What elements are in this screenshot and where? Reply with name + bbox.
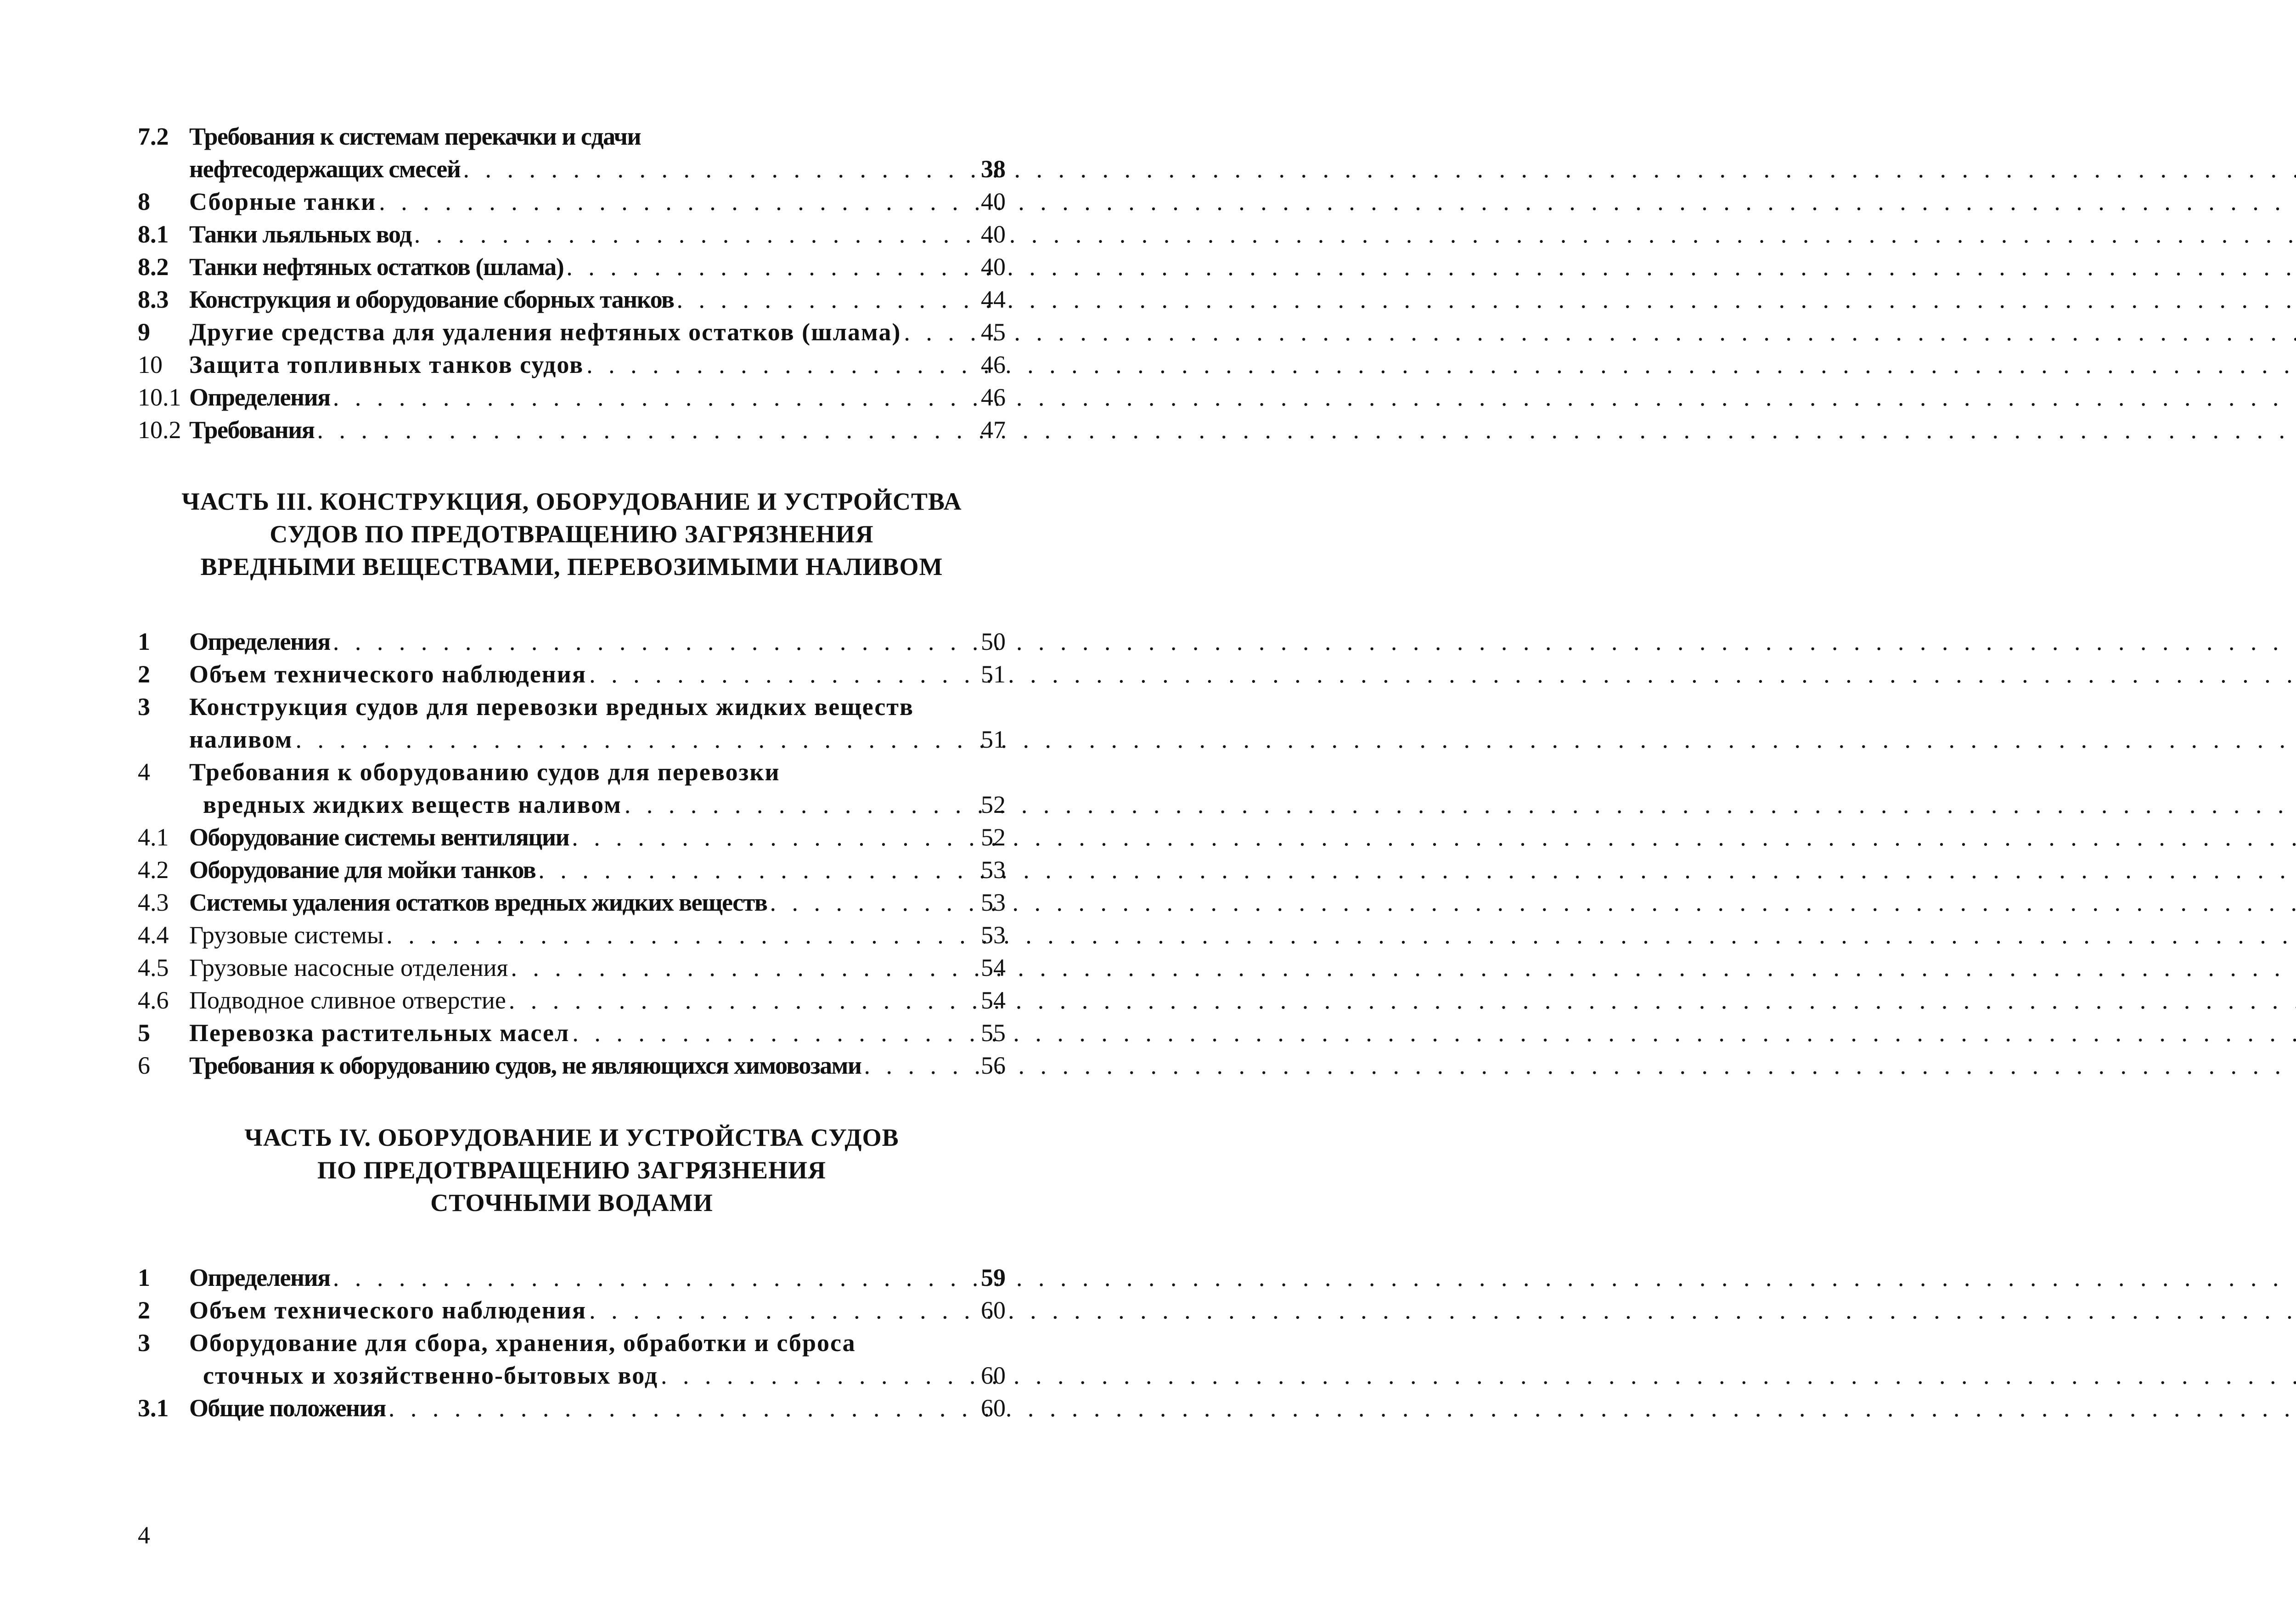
dot-leader: [330, 1262, 969, 1294]
toc-entry-page: 51: [981, 726, 1006, 753]
toc-entry-title: Перевозка растительных масел: [189, 1019, 570, 1047]
dot-leader: [674, 283, 969, 316]
dot-leader: [586, 658, 969, 691]
toc-entry[interactable]: [138, 821, 1006, 854]
toc-entry[interactable]: [138, 120, 1006, 153]
toc-entry-page: 60: [981, 1362, 1006, 1389]
toc-entry-page: 40: [981, 188, 1006, 215]
toc-entry-title: Объем технического наблюдения: [189, 1296, 587, 1324]
toc-entry[interactable]: [138, 854, 1006, 886]
dot-leader: [569, 1017, 969, 1049]
dot-leader: [386, 1392, 969, 1425]
toc-entry-title: Требования к оборудованию судов, не являющихся химовозами: [189, 1052, 861, 1079]
part3-heading-line: ВРЕДНЫМИ ВЕЩЕСТВАМИ, ПЕРЕВОЗИМЫМИ НАЛИВОМ: [200, 553, 943, 580]
toc-entry[interactable]: [138, 658, 1006, 691]
toc-entry[interactable]: [138, 316, 1006, 349]
toc-entry-number: 9: [138, 318, 150, 346]
toc-entry[interactable]: [138, 919, 1006, 952]
toc-entry-title: Другие средства для удаления нефтяных остатков (шлама): [189, 318, 901, 346]
toc-entry[interactable]: [138, 952, 1006, 984]
toc-entry-page: 56: [981, 1052, 1006, 1079]
toc-entry-title: Оборудование для сбора, хранения, обработки и сброса: [189, 1329, 856, 1357]
toc-entry[interactable]: [138, 1262, 1006, 1294]
toc-entry-number: 8.3: [138, 286, 169, 313]
toc-entry[interactable]: [138, 886, 1006, 919]
toc-entry-number: 3: [138, 1329, 150, 1357]
toc-entry[interactable]: [138, 349, 1006, 381]
toc-entry-number: 4.2: [138, 856, 169, 884]
toc-entry-number: 4.5: [138, 954, 169, 981]
toc-entry-number: 5: [138, 1019, 150, 1047]
toc-entry[interactable]: [138, 153, 1006, 186]
toc-entry[interactable]: [138, 1294, 1006, 1327]
toc-entry[interactable]: [138, 691, 1006, 723]
toc-entry[interactable]: [138, 1327, 1006, 1359]
toc-entry[interactable]: [138, 723, 1006, 756]
dot-leader: [535, 854, 969, 886]
toc-entry-title: нефтесодержащих смесей: [189, 155, 461, 183]
toc-entry-number: 2: [138, 1296, 150, 1324]
toc-entry-page: 46: [981, 351, 1006, 378]
toc-entry-number: 4.3: [138, 889, 169, 916]
toc-entry-page: 60: [981, 1394, 1006, 1422]
part3-heading: [138, 485, 1006, 583]
toc-entry[interactable]: [138, 251, 1006, 283]
page-number: 4: [138, 1521, 150, 1549]
toc-entry[interactable]: [138, 1049, 1006, 1082]
part4-heading-line: СТОЧНЫМИ ВОДАМИ: [430, 1189, 713, 1217]
toc-entry-number: 6: [138, 1052, 150, 1079]
toc-entry[interactable]: [138, 1017, 1006, 1049]
toc-entry-title: наливом: [189, 726, 293, 753]
toc-entry[interactable]: [138, 186, 1006, 218]
part3-heading-line: ЧАСТЬ III. КОНСТРУКЦИЯ, ОБОРУДОВАНИЕ И УСТРОЙСТВА: [181, 488, 962, 515]
dot-leader: [330, 625, 969, 658]
toc-entry-number: 3: [138, 693, 150, 721]
toc-section-part2-tail: [138, 120, 1006, 446]
toc-entry-page: 60: [981, 1296, 1006, 1324]
toc-entry[interactable]: [138, 756, 1006, 789]
toc-entry-title: Требования: [189, 416, 315, 444]
dot-leader: [508, 952, 969, 984]
toc-entry-title: Системы удаления остатков вредных жидких веществ: [189, 889, 767, 916]
toc-entry-title: Сборные танки: [189, 188, 377, 215]
toc-entry-number: 1: [138, 628, 150, 655]
dot-leader: [658, 1359, 969, 1392]
dot-leader: [330, 381, 969, 414]
toc-entry-page: 47: [981, 416, 1006, 444]
dot-leader: [293, 723, 969, 756]
toc-entry[interactable]: [138, 381, 1006, 414]
toc-entry-title: Требования к оборудованию судов для перевозки: [189, 758, 780, 786]
toc-entry-title: Оборудование системы вентиляции: [189, 823, 569, 851]
toc-entry-title: Объем технического наблюдения: [189, 660, 587, 688]
toc-entry-title: Требования к системам перекачки и сдачи: [189, 123, 641, 150]
toc-section-part4: [138, 1262, 1006, 1425]
toc-entry[interactable]: [138, 1359, 1006, 1392]
toc-entry-number: 1: [138, 1264, 150, 1291]
dot-leader: [563, 251, 969, 283]
toc-entry-title: Танки нефтяных остатков (шлама): [189, 253, 564, 281]
toc-entry-page: 46: [981, 383, 1006, 411]
toc-entry[interactable]: [138, 984, 1006, 1017]
toc-entry-number: 8.2: [138, 253, 169, 281]
toc-page: [138, 120, 1006, 1425]
toc-entry[interactable]: [138, 283, 1006, 316]
dot-leader: [383, 919, 969, 952]
toc-entry-page: 40: [981, 220, 1006, 248]
toc-entry-title: Общие положения: [189, 1394, 386, 1422]
dot-leader: [586, 1294, 969, 1327]
toc-entry-page: 53: [981, 856, 1006, 884]
toc-entry-title: вредных жидких веществ наливом: [203, 791, 622, 818]
dot-leader: [767, 886, 969, 919]
toc-entry-number: 10: [138, 351, 163, 378]
toc-entry-title: Конструкция и оборудование сборных танков: [189, 286, 674, 313]
part4-heading: [138, 1121, 1006, 1219]
toc-entry-number: 7.2: [138, 123, 169, 150]
part4-heading-line: ЧАСТЬ IV. ОБОРУДОВАНИЕ И УСТРОЙСТВА СУДОВ: [244, 1124, 899, 1151]
toc-entry-title: Грузовые системы: [189, 921, 384, 949]
part4-heading-line: ПО ПРЕДОТВРАЩЕНИЮ ЗАГРЯЗНЕНИЯ: [317, 1156, 827, 1184]
toc-entry-page: 59: [981, 1264, 1006, 1291]
toc-entry-title: Танки льяльных вод: [189, 220, 411, 248]
toc-entry-number: 4.4: [138, 921, 169, 949]
toc-entry-title: сточных и хозяйственно-бытовых вод: [203, 1362, 658, 1389]
toc-entry-title: Подводное сливное отверстие: [189, 986, 506, 1014]
toc-entry-page: 45: [981, 318, 1006, 346]
toc-entry-page: 44: [981, 286, 1006, 313]
toc-entry-page: 53: [981, 889, 1006, 916]
toc-entry[interactable]: [138, 218, 1006, 251]
dot-leader: [506, 984, 969, 1017]
toc-entry-page: 55: [981, 1019, 1006, 1047]
toc-entry-title: Грузовые насосные отделения: [189, 954, 508, 981]
toc-entry-title: Конструкция судов для перевозки вредных жидких веществ: [189, 693, 914, 721]
toc-entry-page: 51: [981, 660, 1006, 688]
toc-entry-page: 52: [981, 823, 1006, 851]
toc-entry-title: Определения: [189, 1264, 330, 1291]
dot-leader: [584, 349, 969, 381]
toc-entry-page: 54: [981, 954, 1006, 981]
toc-entry-title: Определения: [189, 383, 330, 411]
toc-entry[interactable]: [138, 625, 1006, 658]
toc-entry-page: 53: [981, 921, 1006, 949]
toc-entry-number: 4: [138, 758, 150, 786]
toc-entry-number: 3.1: [138, 1394, 169, 1422]
part3-heading-line: СУДОВ ПО ПРЕДОТВРАЩЕНИЮ ЗАГРЯЗНЕНИЯ: [270, 520, 874, 548]
toc-entry-number: 8.1: [138, 220, 169, 248]
toc-entry[interactable]: [138, 414, 1006, 446]
toc-entry-number: 2: [138, 660, 150, 688]
toc-entry-page: 40: [981, 253, 1006, 281]
toc-entry-title: Оборудование для мойки танков: [189, 856, 536, 884]
toc-entry-number: 4.6: [138, 986, 169, 1014]
dot-leader: [376, 186, 969, 218]
toc-section-part3: [138, 625, 1006, 1082]
dot-leader: [901, 316, 969, 349]
dot-leader: [622, 789, 969, 821]
toc-entry[interactable]: [138, 789, 1006, 821]
toc-entry-number: 8: [138, 188, 150, 215]
toc-entry-page: 52: [981, 791, 1006, 818]
dot-leader: [315, 414, 969, 446]
dot-leader: [411, 218, 969, 251]
toc-entry-page: 50: [981, 628, 1006, 655]
dot-leader: [861, 1049, 969, 1082]
dot-leader: [460, 153, 969, 186]
toc-entry[interactable]: [138, 1392, 1006, 1425]
toc-entry-number: 4.1: [138, 823, 169, 851]
toc-entry-page: 54: [981, 986, 1006, 1014]
dot-leader: [569, 821, 969, 854]
toc-entry-number: 10.1: [138, 383, 181, 411]
toc-entry-number: 10.2: [138, 416, 181, 444]
toc-entry-title: Определения: [189, 628, 330, 655]
toc-entry-title: Защита топливных танков судов: [189, 351, 584, 378]
toc-entry-page: 38: [981, 155, 1006, 183]
